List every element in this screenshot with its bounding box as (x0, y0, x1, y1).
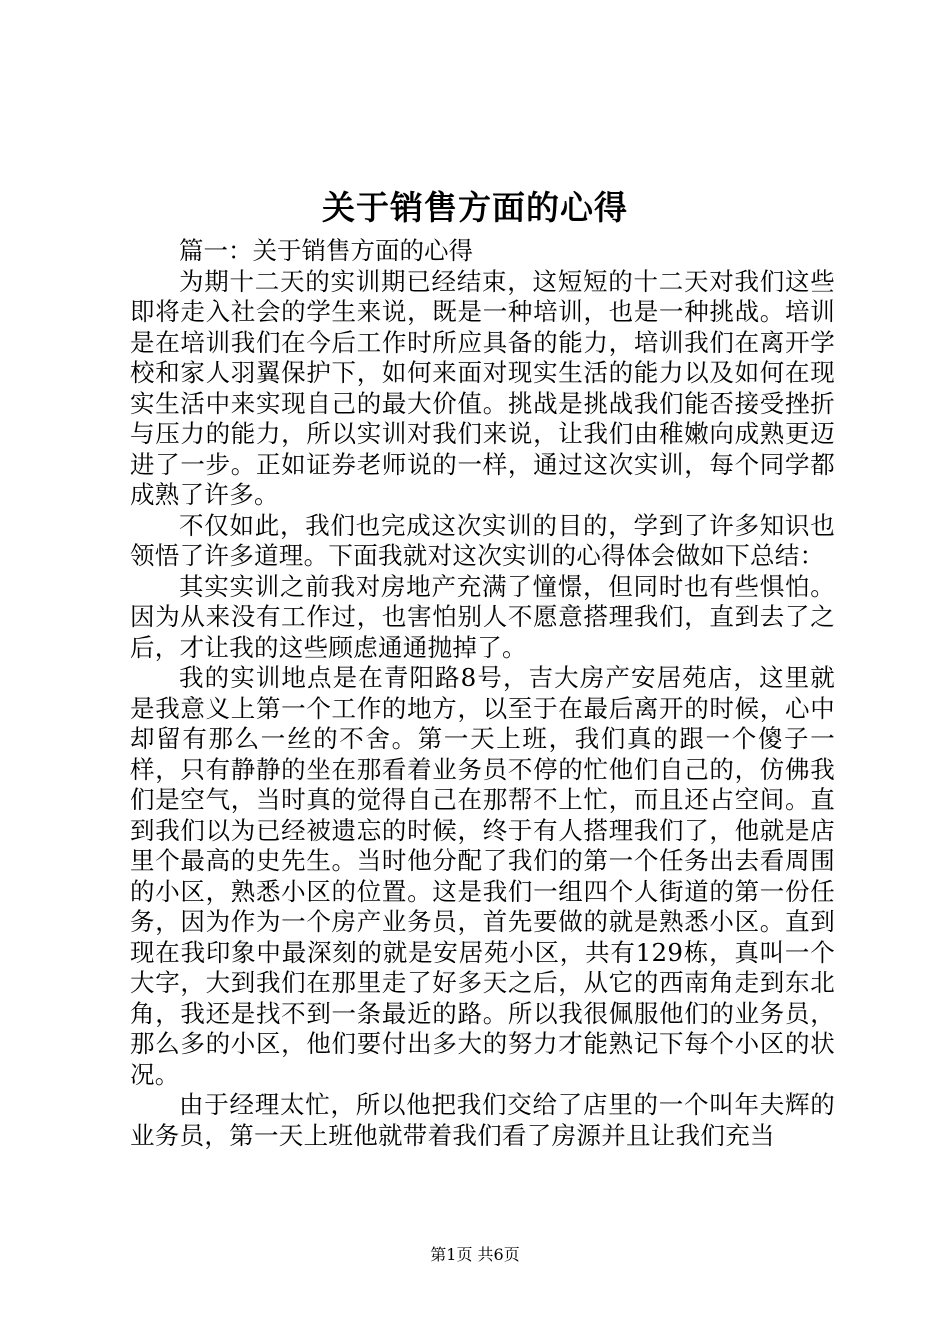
section-heading: 篇一：关于销售方面的心得 (179, 236, 473, 265)
paragraph-1: 为期十二天的实训期已经结束，这短短的十二天对我们这些即将走入社会的学生来说，既是一种培训，也是一种挑战。培训是在培训我们在今后工作时所应具备的能力，培训我们在离开学校和家人羽翼保护下，如何来面对现实生活的能力以及如何在现实生活中来实现自己的最大价值。挑战是挑战我们能否接受挫折与压力的能力，所以实训对我们来说，让我们由稚嫩向成熟更迈进了一步。正如证券老师说的一样，通过这次实训，每个同学都成熟了许多。 (130, 266, 835, 509)
paragraph-3: 其实实训之前我对房地产充满了憧憬，但同时也有些惧怕。因为从来没有工作过，也害怕别人不愿意搭理我们，直到去了之后，才让我的这些顾虑通通抛掉了。 (130, 571, 835, 662)
document-title: 关于销售方面的心得 (322, 188, 628, 227)
paragraph-2: 不仅如此，我们也完成这次实训的目的，学到了许多知识也领悟了许多道理。下面我就对这次实训的心得体会做如下总结： (130, 510, 835, 570)
document-body (130, 236, 835, 1151)
paragraph-5: 由于经理太忙，所以他把我们交给了店里的一个叫年夫辉的业务员，第一天上班他就带着我们看了房源并且让我们充当 (130, 1090, 835, 1150)
paragraph-4: 我的实训地点是在青阳路8号，吉大房产安居苑店，这里就是我意义上第一个工作的地方，以至于在最后离开的时候，心中却留有那么一丝的不舍。第一天上班，我们真的跟一个傻子一样，只有静静的坐在那看着业务员不停的忙他们自己的，仿佛我们是空气，当时真的觉得自己在那帮不上忙，而且还占空间。直到我们以为已经被遗忘的时候，终于有人搭理我们了，他就是店里个最高的史先生。当时他分配了我们的第一个任务出去看周围的小区，熟悉小区的位置。这是我们一组四个人街道的第一份任务，因为作为一个房产业务员，首先要做的就是熟悉小区。直到现在我印象中最深刻的就是安居苑小区，共有129栋，真叫一个大字，大到我们在那里走了好多天之后，从它的西南角走到东北角，我还是找不到一条最近的路。所以我很佩服他们的业务员，那么多的小区，他们要付出多大的努力才能熟记下每个小区的状况。 (130, 663, 835, 1089)
page-footer: 第1页 共6页 (430, 1245, 520, 1264)
